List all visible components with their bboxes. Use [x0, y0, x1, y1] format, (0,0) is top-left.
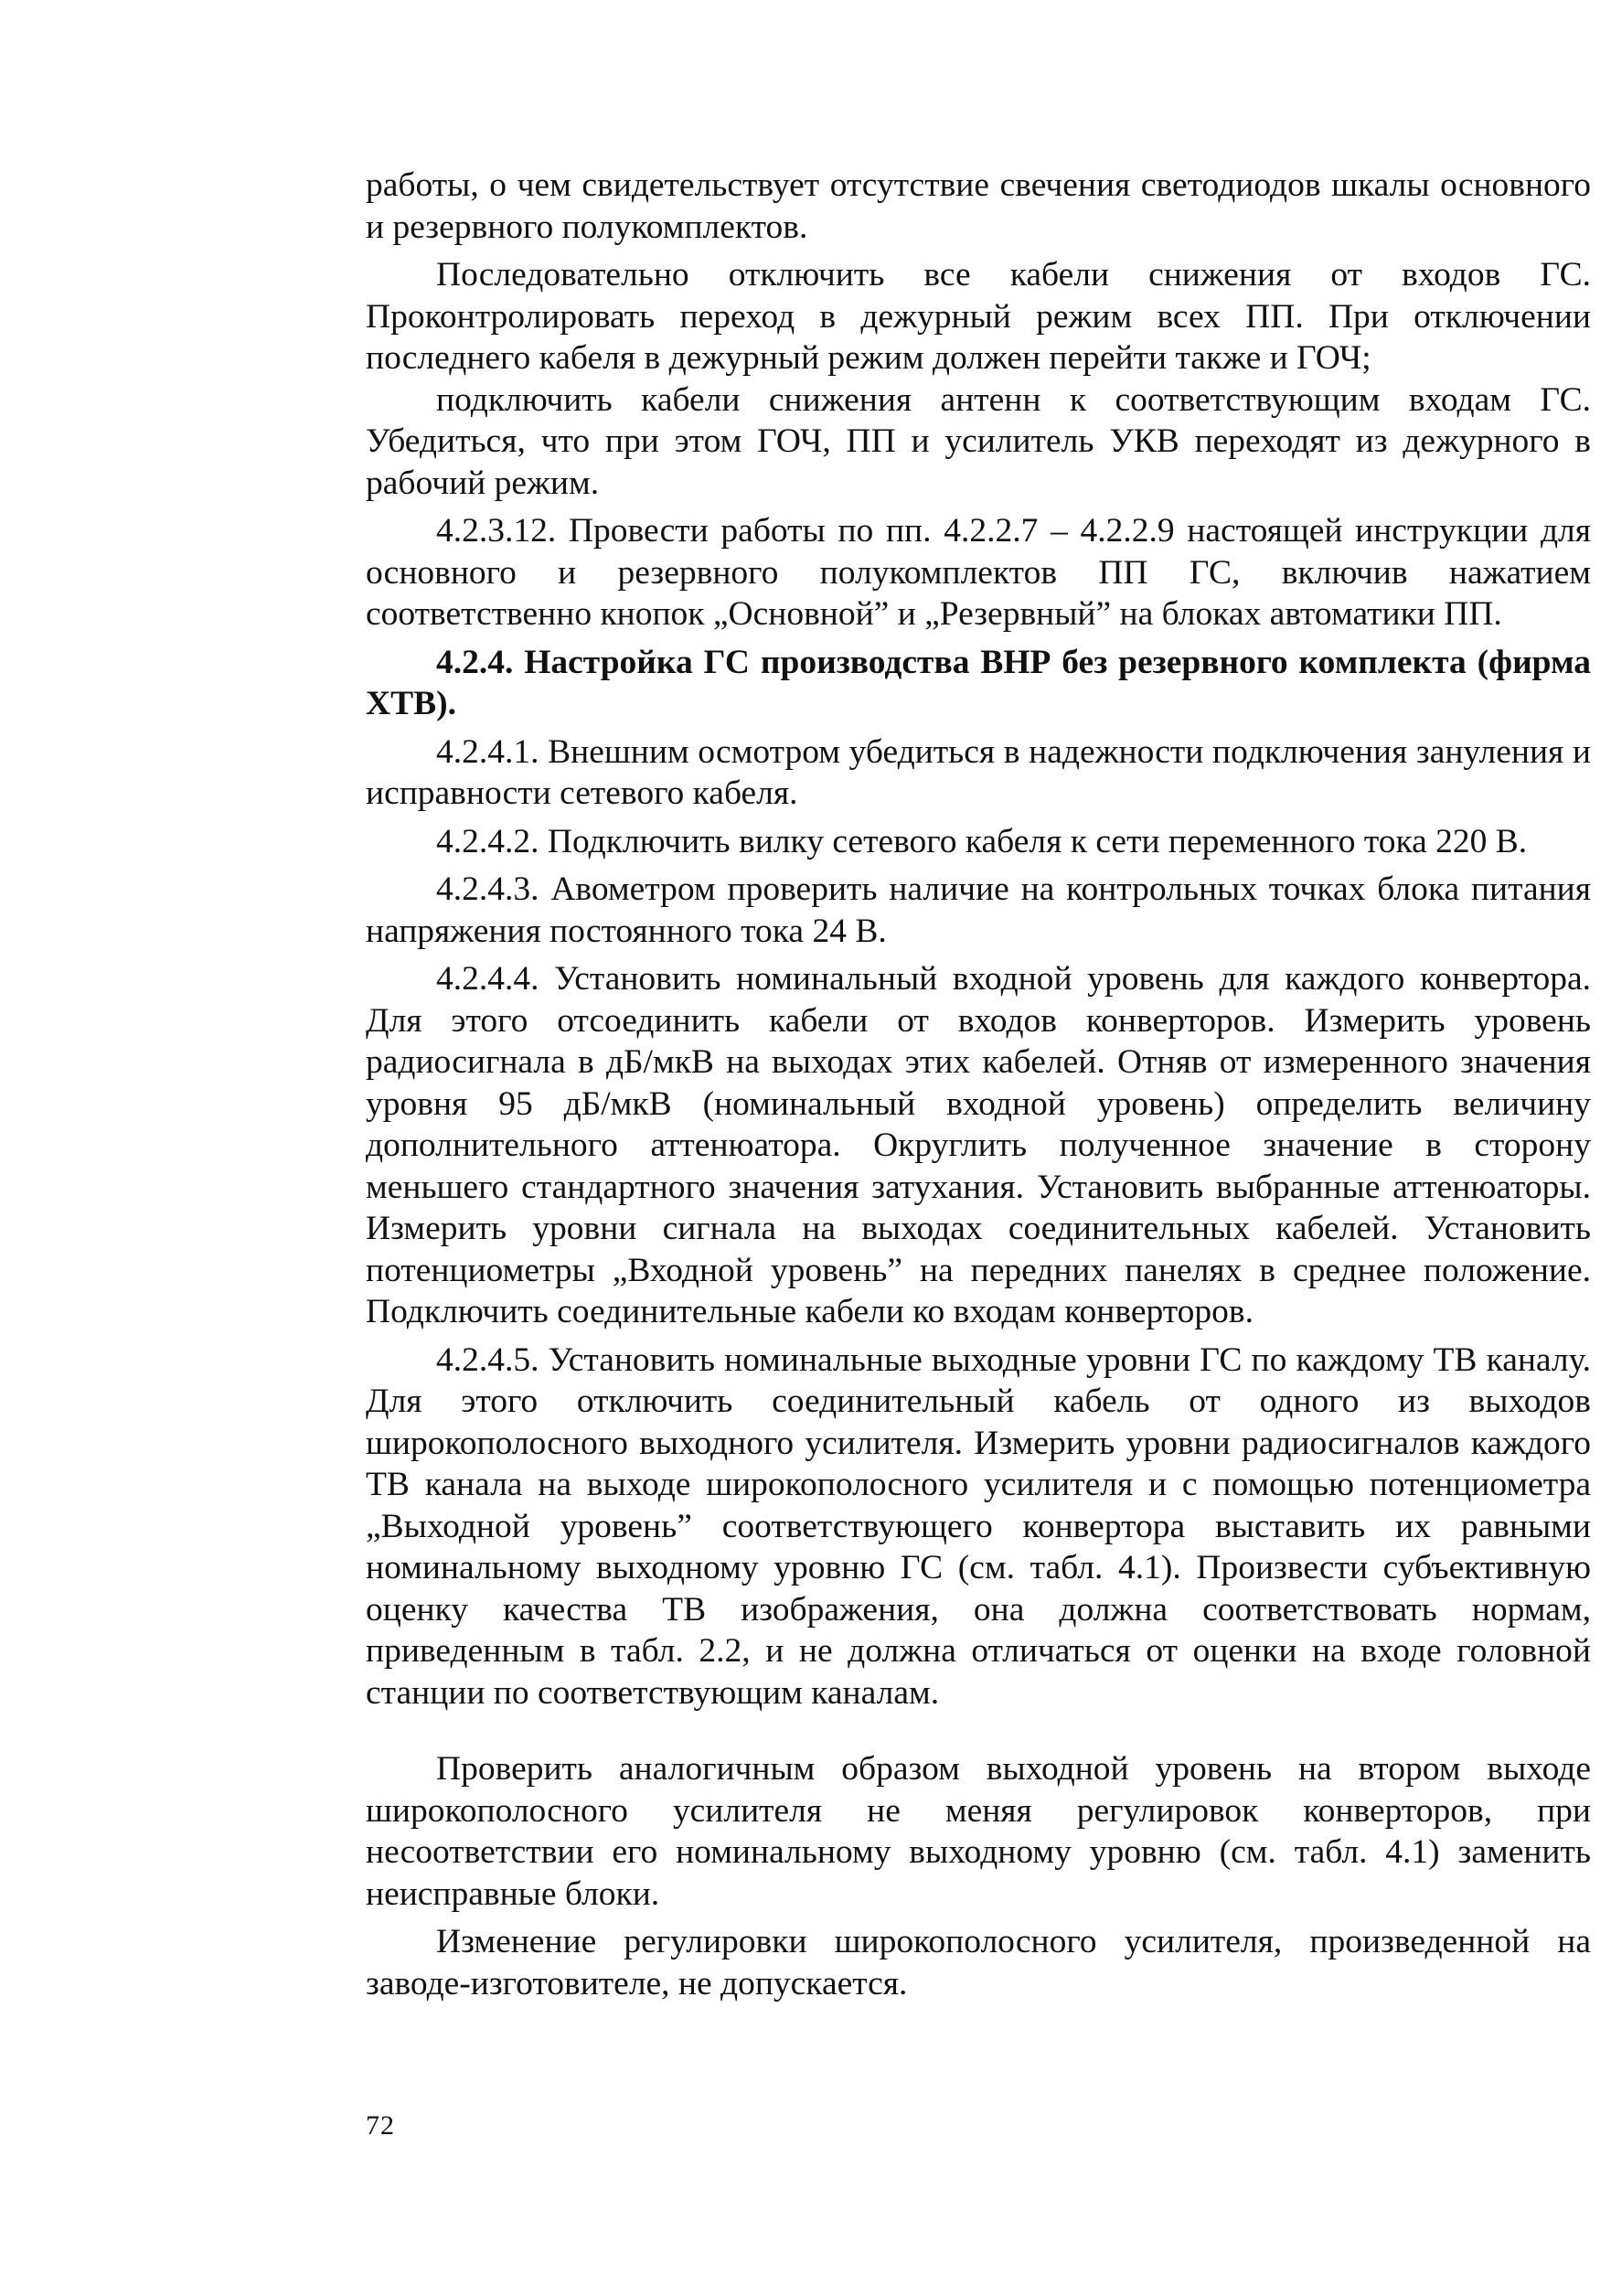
- paragraph-4-2-4-3: 4.2.4.3. Авометром проверить наличие на контрольных точках блока питания напряжения постоянного тока 24 В.: [366, 870, 1591, 950]
- paragraph-4-2-4-5: 4.2.4.5. Установить номинальные выходные уровни ГС по каждому ТВ каналу. Для этого отключить соединительный кабель от одного из выходов широкополосного выходного усилителя. Измерить уровни радиосигналов каждого ТВ канала на выходе широкополосного усилителя и с помощью потенциометра „Выходной уровень” соответствующего конвертора выставить их равными номинальному выходному уровню ГС (см. табл. 4.1). Произвести субъективную оценку качества ТВ изображения, она должна соответствовать нормам, приведенным в табл. 2.2, и не должна отличаться от оценки на входе головной станции по соответствующим каналам.: [366, 1340, 1591, 1712]
- paragraph-adjustment-note: Изменение регулировки широкополосного усилителя, произведенной на заводе-изготовителе, не допускается.: [366, 1923, 1591, 2002]
- paragraph-4-2-4-4: 4.2.4.4. Установить номинальный входной уровень для каждого конвертора. Для этого отсоединить кабели от входов конверторов. Измерить уровень радиосигнала в дБ/мкВ на выходах этих кабелей. Отняв от измеренного значения уровня 95 дБ/мкВ (номинальный входной уровень) определить величину дополнительного аттенюатора. Округлить полученное значение в сторону меньшего стандартного значения затухания. Установить выбранные аттенюаторы. Измерить уровни сигнала на выходах соединительных кабелей. Установить потенциометры „Входной уровень” на передних панелях в среднее положение. Подключить соединительные кабели ко входам конверторов.: [366, 960, 1591, 1330]
- page-number: 72: [366, 2110, 395, 2141]
- paragraph-disconnect-cables: Последовательно отключить все кабели снижения от входов ГС. Проконтролировать переход в дежурный режим всех ПП. При отключении последнего кабеля в дежурный режим должен перейти также и ГОЧ;: [366, 256, 1591, 377]
- paragraph-continuation: работы, о чем свидетельствует отсутствие свечения светодиодов шкалы основного и резервного полукомплектов.: [366, 166, 1591, 246]
- document-page: [366, 165, 1591, 2231]
- section-heading-4-2-4: 4.2.4. Настройка ГС производства ВНР без резервного комплекта (фирма ХТВ).: [366, 643, 1591, 722]
- paragraph-4-2-4-2: 4.2.4.2. Подключить вилку сетевого кабеля к сети переменного тока 220 В.: [436, 822, 1528, 860]
- paragraph-connect-cables: подключить кабели снижения антенн к соответствующим входам ГС. Убедиться, что при этом ГОЧ, ПП и усилитель УКВ переходят из дежурного в рабочий режим.: [366, 380, 1591, 502]
- paragraph-check-second-output: Проверить аналогичным образом выходной уровень на втором выходе широкополосного усилителя не меняя регулировок конверторов, при несоответствии его номинальному выходному уровню (см. табл. 4.1) заменить неисправные блоки.: [366, 1750, 1591, 1913]
- paragraph-4-2-4-1: 4.2.4.1. Внешним осмотром убедиться в надежности подключения зануления и исправности сетевого кабеля.: [366, 732, 1591, 812]
- paragraph-4-2-3-12: 4.2.3.12. Провести работы по пп. 4.2.2.7 – 4.2.2.9 настоящей инструкции для основного и резервного полукомплектов ПП ГС, включив нажатием соответственно кнопок „Основной” и „Резервный” на блоках автоматики ПП.: [366, 512, 1591, 633]
